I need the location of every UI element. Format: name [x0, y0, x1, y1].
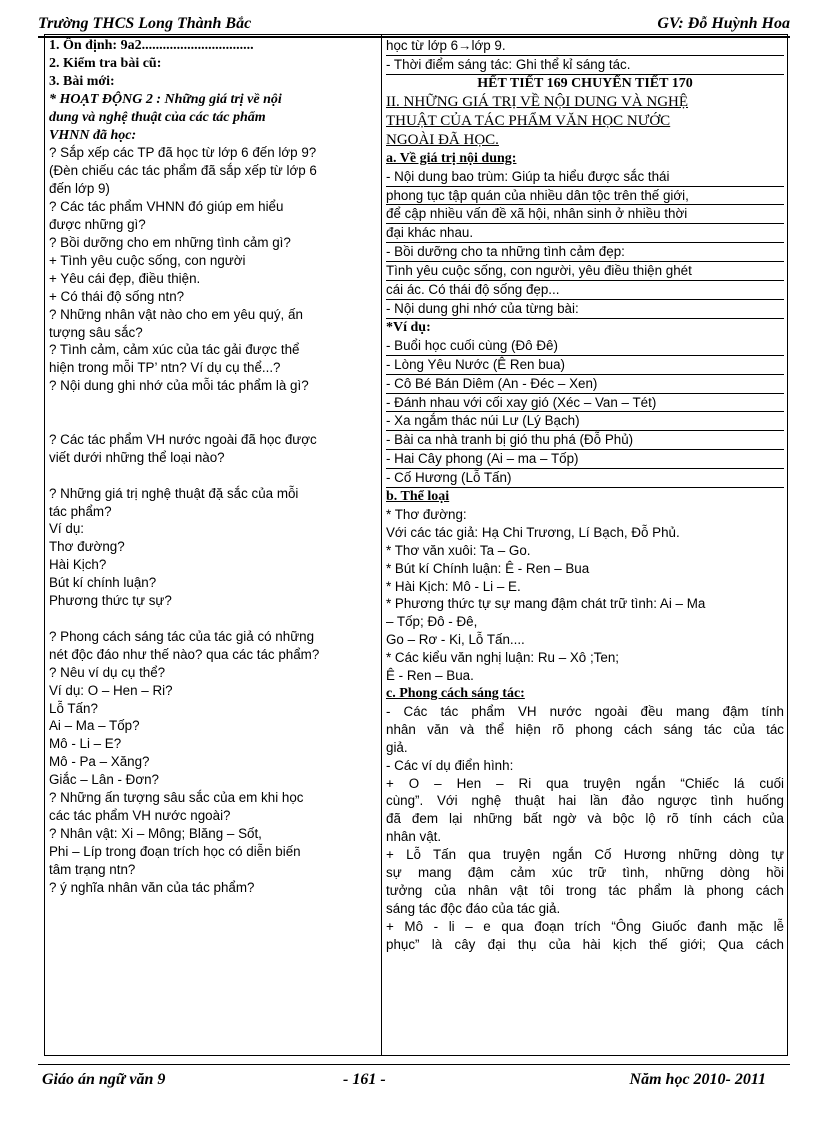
right-line: b. Thể loại	[386, 489, 450, 505]
right-line: - Buổi học cuối cùng (Đô Đê)	[386, 337, 784, 356]
right-line: * Thơ đường:	[386, 506, 467, 522]
page-header	[38, 15, 790, 35]
right-line: giả.	[386, 739, 408, 755]
right-line: – Tốp; Đô - Đê,	[386, 614, 478, 630]
left-line: ? Các tác phẩm VHNN đó giúp em hiểu	[49, 199, 284, 215]
right-line: * Phương thức tự sự mang đậm chát trữ tình: Ai – Ma	[386, 596, 706, 612]
left-line: ? Những ấn tượng sâu sắc của em khi học	[49, 790, 304, 806]
left-line: * HOẠT ĐỘNG 2 : Những giá trị về nội	[49, 91, 282, 107]
right-line: - Cố Hương (Lỗ Tấn)	[386, 469, 784, 488]
left-line	[49, 467, 376, 485]
left-line: ? Tình cảm, cảm xúc của tác gải được thể	[49, 342, 300, 358]
right-line: Ê - Ren – Bua.	[386, 668, 474, 684]
right-line: đại khác nhau.	[386, 224, 784, 243]
right-line: Với các tác giả: Hạ Chi Trương, Lí Bạch, Đỗ Phủ.	[386, 524, 680, 540]
right-line: nhân vật.	[386, 829, 442, 845]
right-line: - Thời điểm sáng tác: Ghi thể kỉ sáng tác.	[386, 56, 784, 75]
right-line: - Nội dung bao trùm: Giúp ta hiểu được sắc thái	[386, 168, 784, 187]
left-line: Ví dụ: O – Hen – Ri?	[49, 682, 173, 698]
right-line: - Bài ca nhà tranh bị gió thu phá (Đỗ Phủ)	[386, 431, 784, 450]
left-line: Mô - Li – E?	[49, 736, 122, 752]
right-line: c. Phong cách sáng tác:	[386, 686, 525, 701]
right-line: sự mang đậm cảm xúc trữ tình, những dòng hồi	[386, 865, 784, 881]
right-line: - Nội dung ghi nhớ của từng bài:	[386, 300, 784, 319]
right-line: * Các kiểu văn nghị luận: Ru – Xô ;Ten;	[386, 650, 619, 666]
right-line: - Xa ngắm thác núi Lư (Lý Bạch)	[386, 412, 784, 431]
left-line: (Đèn chiếu các tác phẩm đã sắp xếp từ lớp 6	[49, 163, 317, 179]
page-footer	[38, 1064, 790, 1093]
right-line: THUẬT CỦA TÁC PHẨM VĂN HỌC NƯỚC	[386, 112, 671, 129]
right-line: a. Về giá trị nội dung:	[386, 150, 517, 166]
right-line: - Hai Cây phong (Ai – ma – Tốp)	[386, 450, 784, 469]
left-line: tượng sâu sắc?	[49, 324, 143, 340]
left-line: ? Các tác phẩm VH nước ngoài đã học được	[49, 431, 317, 447]
left-line: tâm trạng ntn?	[49, 861, 136, 877]
page-number: - 161 -	[343, 1071, 386, 1088]
footer-subject: Giáo án ngữ văn 9	[42, 1071, 166, 1088]
right-line: * Hài Kịch: Mô - Li – E.	[386, 578, 521, 594]
right-line: - Các tác phẩm VH nước ngoài đều mang đậm tính	[386, 703, 784, 719]
right-line: nhân văn và thể hiện rõ phong cách sáng tác của tác	[386, 721, 784, 737]
left-line: ? Sắp xếp các TP đã học từ lớp 6 đến lớp 9?	[49, 145, 317, 161]
left-line: Bút kí chính luận?	[49, 575, 157, 591]
right-line: để cập nhiều vấn đề xã hội, nhân sinh ở nhiều thời	[386, 205, 784, 224]
left-line: tác phẩm?	[49, 503, 112, 519]
right-line: * Bút kí Chính luận: Ê - Ren – Bua	[386, 560, 590, 576]
left-line: nét độc đáo như thế nào? qua các tác phẩm?	[49, 646, 320, 662]
left-line: Giắc – Lân - Đơn?	[49, 772, 160, 788]
left-line: ? Những giá trị nghệ thuật đặ sắc của mỗi	[49, 485, 299, 501]
left-line: các tác phẩm VH nước ngoài?	[49, 807, 231, 823]
right-line: cùng”. Với nghệ thuật hai lần đảo ngược tình huống	[386, 793, 784, 809]
left-line: ? ý nghĩa nhân văn của tác phẩm?	[49, 879, 255, 895]
right-line: - Cô Bé Bán Diêm (An - Đéc – Xen)	[386, 375, 784, 394]
left-line: đến lớp 9)	[49, 181, 110, 197]
right-line: + Lỗ Tấn qua truyện ngắn Cố Hương những dòng tự	[386, 847, 784, 863]
left-line	[49, 413, 376, 431]
left-line: Hài Kịch?	[49, 557, 107, 573]
school-year: Năm học 2010- 2011	[629, 1071, 766, 1088]
left-line: 1. Ổn định: 9a2................................	[49, 38, 254, 53]
lesson-table	[44, 34, 788, 1056]
content-column	[386, 37, 784, 1053]
right-line: tưởng của nhân vật tôi trong tác phẩm là phong cách	[386, 882, 784, 898]
right-line: * Thơ văn xuôi: Ta – Go.	[386, 542, 531, 558]
left-line: VHNN đã học:	[49, 127, 137, 143]
right-line: phong tục tập quán của nhiều dân tộc trên thế giới,	[386, 187, 784, 206]
left-line: ? Phong cách sáng tác của tác giả có những	[49, 628, 315, 644]
left-line: viết dưới những thể loại nào?	[49, 449, 225, 465]
right-line: - Bồi dưỡng cho ta những tình cảm đẹp:	[386, 243, 784, 262]
left-line: ? Bồi dưỡng cho em những tình cảm gì?	[49, 234, 291, 250]
left-line: Phương thức tự sự?	[49, 593, 172, 609]
right-line: HẾT TIẾT 169 CHUYỂN TIẾT 170	[477, 75, 693, 91]
left-line: + Tình yêu cuộc sống, con người	[49, 252, 246, 268]
right-line: - Đánh nhau với cối xay gió (Xéc – Van – Tét)	[386, 394, 784, 413]
left-line: ? Nội dung ghi nhớ của mỗi tác phẩm là gì?	[49, 378, 309, 394]
left-line: + Có thái độ sống ntn?	[49, 288, 185, 304]
column-divider	[381, 35, 382, 1055]
right-line: + O – Hen – Ri qua truyện ngắn “Chiếc lá cuối	[386, 775, 784, 791]
left-line: Phi – Líp trong đoạn trích học có diễn biến	[49, 843, 301, 859]
right-line: Go – Rơ - Ki, Lỗ Tấn....	[386, 632, 525, 648]
left-line: Ví dụ:	[49, 521, 84, 537]
right-line: phục” là cây đại thụ của hài kịch thế giới; Qua cách	[386, 936, 784, 952]
right-line: sáng tác độc đáo của tác giả.	[386, 900, 561, 916]
right-line: NGOÀI ĐÃ HỌC.	[386, 131, 499, 148]
left-line: Thơ đường?	[49, 539, 125, 555]
right-line: *Ví dụ:	[386, 319, 431, 335]
left-line	[49, 395, 376, 413]
right-line: + Mô - li – e qua đoạn trích “Ông Giuốc đanh mặc lễ	[386, 918, 784, 934]
left-line: được những gì?	[49, 217, 146, 233]
left-line: dung và nghệ thuật của các tác phẩm	[49, 109, 266, 125]
left-line: + Yêu cái đẹp, điều thiện.	[49, 270, 201, 286]
left-line: Ai – Ma – Tốp?	[49, 718, 140, 734]
right-line: - Các ví dụ điển hình:	[386, 757, 514, 773]
left-line: Lỗ Tấn?	[49, 700, 98, 716]
left-line: 2. Kiểm tra bài cũ:	[49, 55, 162, 71]
right-line: học từ lớp 6→lớp 9.	[386, 37, 784, 56]
left-line: ? Những nhân vật nào cho em yêu quý, ấn	[49, 306, 303, 322]
right-line: đã đem lại những bất ngờ và bộc lộ rõ tính cách của	[386, 811, 784, 827]
right-line: II. NHỮNG GIÁ TRỊ VỀ NỘI DUNG VÀ NGHỆ	[386, 93, 689, 110]
left-line	[49, 610, 376, 628]
left-line: hiện trong mỗi TP’ ntn? Ví dụ cụ thể...?	[49, 360, 281, 376]
teacher-name: GV: Đỗ Huỳnh Hoa	[657, 15, 790, 32]
left-line: Mô - Pa – Xăng?	[49, 754, 150, 770]
teacher-activity-column	[49, 37, 376, 1053]
left-line: 3. Bài mới:	[49, 73, 115, 89]
left-line: ? Nhân vật: Xi – Mông; Blăng – Sốt,	[49, 825, 262, 841]
school-name: Trường THCS Long Thành Bắc	[38, 15, 252, 32]
right-line: - Lòng Yêu Nước (Ê Ren bua)	[386, 356, 784, 375]
right-line: Tình yêu cuộc sống, con người, yêu điều thiện ghét	[386, 262, 784, 281]
left-line: ? Nêu ví dụ cụ thể?	[49, 664, 166, 680]
right-line: cái ác. Có thái độ sống đẹp...	[386, 281, 784, 300]
